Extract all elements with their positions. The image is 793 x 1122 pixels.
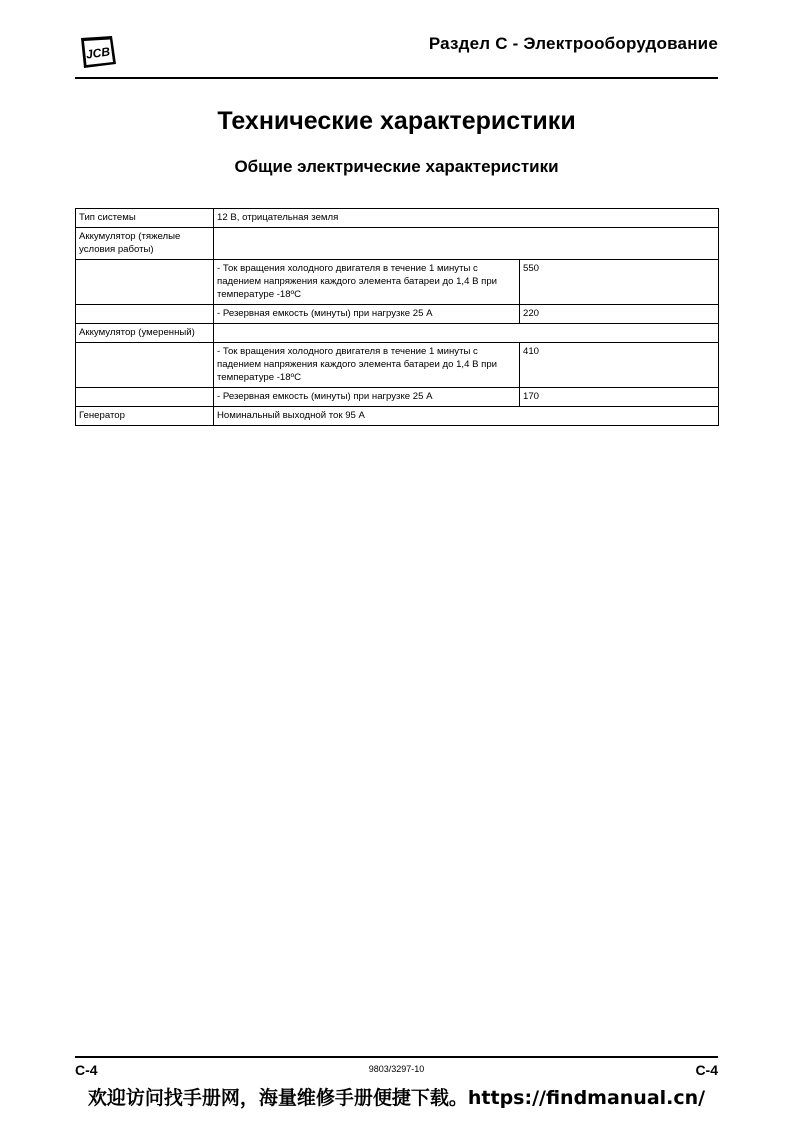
spec-name	[76, 305, 214, 324]
table-row	[76, 228, 719, 260]
spec-parameter: - Резервная емкость (минуты) при нагрузке 25 А	[214, 388, 520, 407]
spec-name: Генератор	[76, 407, 214, 426]
table-row	[76, 209, 719, 228]
jcb-logo	[75, 34, 118, 70]
spec-number: 410	[520, 343, 719, 388]
spec-parameter: - Ток вращения холодного двигателя в течение 1 минуты с падением напряжения каждого элемента батареи до 1,4 В при температуре -18ºС	[214, 260, 520, 305]
spec-name	[76, 388, 214, 407]
page-number-left: С-4	[75, 1062, 98, 1078]
table-row	[76, 388, 719, 407]
spec-value	[214, 324, 719, 343]
watermark-banner: 欢迎访问找手册网，海量维修手册便捷下载。https://findmanual.cn/	[87, 1087, 706, 1109]
table-row	[76, 343, 719, 388]
spec-number: 220	[520, 305, 719, 324]
table-row	[76, 260, 719, 305]
page-title: Технические характеристики	[217, 107, 576, 135]
table-row	[76, 407, 719, 426]
spec-value: Номинальный выходной ток 95 А	[214, 407, 719, 426]
spec-name: Аккумулятор (тяжелые условия работы)	[76, 228, 214, 260]
table-row	[76, 324, 719, 343]
table-row	[76, 305, 719, 324]
page-number-right: С-4	[695, 1062, 718, 1078]
spec-name: Тип системы	[76, 209, 214, 228]
svg-text:JCB: JCB	[85, 44, 111, 62]
spec-value: 12 В, отрицательная земля	[214, 209, 719, 228]
header-divider	[75, 77, 718, 79]
section-title: Раздел С - Электрооборудование	[428, 34, 718, 53]
spec-value	[214, 228, 719, 260]
spec-parameter: - Ток вращения холодного двигателя в течение 1 минуты с падением напряжения каждого элемента батареи до 1,4 В при температуре -18ºС	[214, 343, 520, 388]
spec-name	[76, 343, 214, 388]
spec-number: 170	[520, 388, 719, 407]
spec-number: 550	[520, 260, 719, 305]
document-number: 9803/3297-10	[368, 1064, 425, 1074]
spec-name	[76, 260, 214, 305]
page-subtitle: Общие электрические характеристики	[234, 157, 559, 176]
electrical-specs-table	[75, 208, 719, 426]
spec-parameter: - Резервная емкость (минуты) при нагрузке 25 А	[214, 305, 520, 324]
spec-name: Аккумулятор (умеренный)	[76, 324, 214, 343]
footer-divider	[75, 1056, 718, 1058]
